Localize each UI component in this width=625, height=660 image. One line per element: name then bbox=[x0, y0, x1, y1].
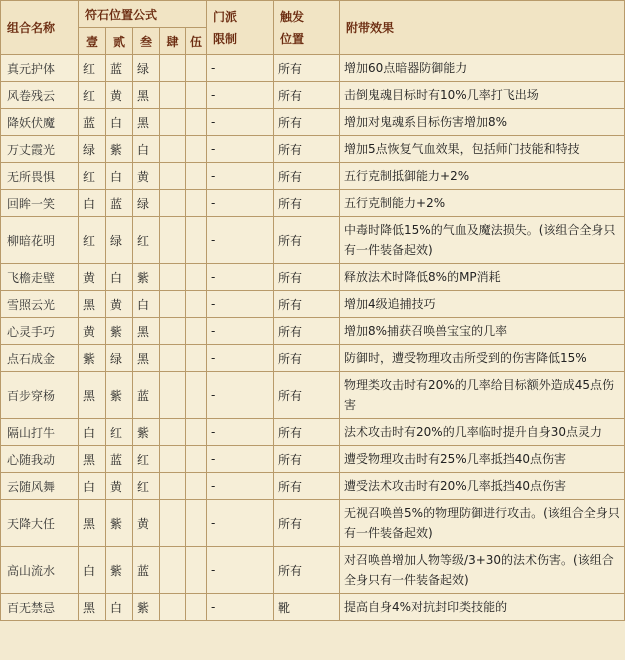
sect-limit-cell: - bbox=[207, 190, 274, 217]
rune-slot-3-cell: 黑 bbox=[133, 109, 160, 136]
rune-slot-3-cell: 红 bbox=[133, 446, 160, 473]
trigger-position-cell: 所有 bbox=[274, 136, 340, 163]
rune-slot-5-cell bbox=[186, 446, 207, 473]
header-slot-1: 壹 bbox=[79, 28, 106, 55]
rune-slot-1-cell: 白 bbox=[79, 190, 106, 217]
combo-name-cell: 百无禁忌 bbox=[1, 594, 79, 621]
rune-slot-3-cell: 蓝 bbox=[133, 372, 160, 419]
table-row bbox=[1, 446, 625, 473]
table-row bbox=[1, 136, 625, 163]
rune-slot-1-cell: 黑 bbox=[79, 291, 106, 318]
rune-slot-1-cell: 黄 bbox=[79, 264, 106, 291]
rune-slot-2-cell: 白 bbox=[106, 163, 133, 190]
rune-slot-2-cell: 蓝 bbox=[106, 446, 133, 473]
sect-limit-cell: - bbox=[207, 163, 274, 190]
trigger-position-cell: 所有 bbox=[274, 318, 340, 345]
combo-name-cell: 隔山打牛 bbox=[1, 419, 79, 446]
combo-name-cell: 点石成金 bbox=[1, 345, 79, 372]
trigger-position-cell: 所有 bbox=[274, 55, 340, 82]
rune-slot-1-cell: 黑 bbox=[79, 446, 106, 473]
sect-limit-cell: - bbox=[207, 82, 274, 109]
rune-slot-5-cell bbox=[186, 419, 207, 446]
rune-slot-1-cell: 绿 bbox=[79, 136, 106, 163]
effect-cell: 提高自身4%对抗封印类技能的 bbox=[340, 594, 625, 621]
rune-slot-2-cell: 紫 bbox=[106, 372, 133, 419]
sect-limit-cell: - bbox=[207, 372, 274, 419]
rune-slot-5-cell bbox=[186, 291, 207, 318]
rune-slot-3-cell: 紫 bbox=[133, 419, 160, 446]
table-row bbox=[1, 345, 625, 372]
rune-slot-3-cell: 蓝 bbox=[133, 547, 160, 594]
effect-cell: 物理类攻击时有20%的几率给目标额外造成45点伤害 bbox=[340, 372, 625, 419]
table-row bbox=[1, 291, 625, 318]
rune-slot-1-cell: 红 bbox=[79, 82, 106, 109]
rune-slot-5-cell bbox=[186, 473, 207, 500]
rune-slot-3-cell: 红 bbox=[133, 473, 160, 500]
rune-slot-5-cell bbox=[186, 264, 207, 291]
rune-slot-3-cell: 紫 bbox=[133, 264, 160, 291]
rune-slot-4-cell bbox=[160, 190, 186, 217]
rune-slot-2-cell: 白 bbox=[106, 109, 133, 136]
rune-slot-5-cell bbox=[186, 82, 207, 109]
rune-slot-5-cell bbox=[186, 136, 207, 163]
trigger-position-cell: 所有 bbox=[274, 500, 340, 547]
table-row bbox=[1, 264, 625, 291]
table-row bbox=[1, 318, 625, 345]
rune-slot-3-cell: 黑 bbox=[133, 318, 160, 345]
effect-cell: 防御时，遭受物理攻击所受到的伤害降低15% bbox=[340, 345, 625, 372]
rune-slot-1-cell: 黄 bbox=[79, 318, 106, 345]
rune-slot-1-cell: 紫 bbox=[79, 345, 106, 372]
table-row bbox=[1, 372, 625, 419]
trigger-position-cell: 所有 bbox=[274, 217, 340, 264]
rune-slot-2-cell: 蓝 bbox=[106, 190, 133, 217]
header-rune-formula: 符石位置公式 bbox=[79, 1, 207, 28]
rune-slot-2-cell: 紫 bbox=[106, 500, 133, 547]
effect-cell: 法术攻击时有20%的几率临时提升自身30点灵力 bbox=[340, 419, 625, 446]
trigger-position-cell: 所有 bbox=[274, 163, 340, 190]
trigger-position-cell: 所有 bbox=[274, 345, 340, 372]
rune-slot-3-cell: 红 bbox=[133, 217, 160, 264]
rune-slot-2-cell: 紫 bbox=[106, 547, 133, 594]
rune-slot-4-cell bbox=[160, 264, 186, 291]
table-row bbox=[1, 109, 625, 136]
rune-slot-3-cell: 白 bbox=[133, 291, 160, 318]
rune-slot-2-cell: 紫 bbox=[106, 136, 133, 163]
combo-name-cell: 天降大任 bbox=[1, 500, 79, 547]
combo-name-cell: 万丈霞光 bbox=[1, 136, 79, 163]
effect-cell: 增加60点暗器防御能力 bbox=[340, 55, 625, 82]
effect-cell: 增加5点恢复气血效果，包括师门技能和特技 bbox=[340, 136, 625, 163]
combo-name-cell: 回眸一笑 bbox=[1, 190, 79, 217]
sect-limit-cell: - bbox=[207, 446, 274, 473]
header-effect: 附带效果 bbox=[340, 1, 625, 55]
table-row bbox=[1, 419, 625, 446]
table-row bbox=[1, 163, 625, 190]
header-slot-5: 伍 bbox=[186, 28, 207, 55]
rune-slot-1-cell: 蓝 bbox=[79, 109, 106, 136]
combo-name-cell: 高山流水 bbox=[1, 547, 79, 594]
combo-name-cell: 云随风舞 bbox=[1, 473, 79, 500]
combo-name-cell: 无所畏惧 bbox=[1, 163, 79, 190]
rune-slot-4-cell bbox=[160, 109, 186, 136]
rune-slot-5-cell bbox=[186, 594, 207, 621]
trigger-position-cell: 所有 bbox=[274, 372, 340, 419]
rune-slot-4-cell bbox=[160, 446, 186, 473]
trigger-position-cell: 所有 bbox=[274, 547, 340, 594]
rune-slot-2-cell: 白 bbox=[106, 264, 133, 291]
rune-slot-3-cell: 绿 bbox=[133, 55, 160, 82]
trigger-position-cell: 所有 bbox=[274, 473, 340, 500]
effect-cell: 对召唤兽增加人物等级/3+30的法术伤害。(该组合全身只有一件装备起效) bbox=[340, 547, 625, 594]
rune-slot-5-cell bbox=[186, 547, 207, 594]
rune-slot-5-cell bbox=[186, 163, 207, 190]
header-slot-2: 贰 bbox=[106, 28, 133, 55]
effect-cell: 释放法术时降低8%的MP消耗 bbox=[340, 264, 625, 291]
rune-slot-2-cell: 白 bbox=[106, 594, 133, 621]
rune-slot-4-cell bbox=[160, 163, 186, 190]
combo-name-cell: 真元护体 bbox=[1, 55, 79, 82]
sect-limit-cell: - bbox=[207, 473, 274, 500]
rune-slot-2-cell: 蓝 bbox=[106, 55, 133, 82]
rune-slot-2-cell: 绿 bbox=[106, 217, 133, 264]
trigger-position-cell: 所有 bbox=[274, 109, 340, 136]
rune-slot-4-cell bbox=[160, 594, 186, 621]
combo-name-cell: 降妖伏魔 bbox=[1, 109, 79, 136]
trigger-position-cell: 所有 bbox=[274, 419, 340, 446]
rune-slot-1-cell: 红 bbox=[79, 55, 106, 82]
effect-cell: 增加对鬼魂系目标伤害增加8% bbox=[340, 109, 625, 136]
sect-limit-cell: - bbox=[207, 547, 274, 594]
header-sect-limit: 门派 限制 bbox=[207, 1, 274, 55]
trigger-position-cell: 靴 bbox=[274, 594, 340, 621]
table-row bbox=[1, 190, 625, 217]
rune-slot-1-cell: 红 bbox=[79, 163, 106, 190]
sect-limit-cell: - bbox=[207, 55, 274, 82]
rune-slot-2-cell: 绿 bbox=[106, 345, 133, 372]
rune-slot-4-cell bbox=[160, 473, 186, 500]
rune-slot-5-cell bbox=[186, 500, 207, 547]
rune-slot-1-cell: 红 bbox=[79, 217, 106, 264]
rune-slot-1-cell: 黑 bbox=[79, 372, 106, 419]
table-row bbox=[1, 55, 625, 82]
rune-slot-4-cell bbox=[160, 318, 186, 345]
rune-slot-1-cell: 白 bbox=[79, 419, 106, 446]
sect-limit-cell: - bbox=[207, 109, 274, 136]
trigger-position-cell: 所有 bbox=[274, 264, 340, 291]
rune-slot-1-cell: 黑 bbox=[79, 594, 106, 621]
trigger-position-cell: 所有 bbox=[274, 291, 340, 318]
rune-slot-3-cell: 白 bbox=[133, 136, 160, 163]
header-trigger-position: 触发 位置 bbox=[274, 1, 340, 55]
effect-cell: 遭受物理攻击时有25%几率抵挡40点伤害 bbox=[340, 446, 625, 473]
trigger-position-cell: 所有 bbox=[274, 446, 340, 473]
rune-slot-3-cell: 绿 bbox=[133, 190, 160, 217]
rune-slot-4-cell bbox=[160, 419, 186, 446]
table-row bbox=[1, 82, 625, 109]
table-row bbox=[1, 217, 625, 264]
effect-cell: 五行克制抵御能力+2% bbox=[340, 163, 625, 190]
rune-slot-3-cell: 黑 bbox=[133, 345, 160, 372]
effect-cell: 五行克制能力+2% bbox=[340, 190, 625, 217]
sect-limit-cell: - bbox=[207, 345, 274, 372]
table-row bbox=[1, 500, 625, 547]
rune-slot-5-cell bbox=[186, 372, 207, 419]
rune-slot-5-cell bbox=[186, 55, 207, 82]
header-slot-4: 肆 bbox=[160, 28, 186, 55]
sect-limit-cell: - bbox=[207, 318, 274, 345]
combo-name-cell: 风卷残云 bbox=[1, 82, 79, 109]
rune-slot-5-cell bbox=[186, 109, 207, 136]
effect-cell: 遭受法术攻击时有20%几率抵挡40点伤害 bbox=[340, 473, 625, 500]
rune-slot-5-cell bbox=[186, 345, 207, 372]
effect-cell: 击倒鬼魂目标时有10%几率打飞出场 bbox=[340, 82, 625, 109]
combo-name-cell: 雪照云光 bbox=[1, 291, 79, 318]
sect-limit-cell: - bbox=[207, 264, 274, 291]
rune-slot-2-cell: 黄 bbox=[106, 82, 133, 109]
sect-limit-cell: - bbox=[207, 419, 274, 446]
rune-slot-4-cell bbox=[160, 217, 186, 264]
rune-slot-3-cell: 黄 bbox=[133, 500, 160, 547]
sect-limit-cell: - bbox=[207, 291, 274, 318]
table-row bbox=[1, 473, 625, 500]
rune-slot-4-cell bbox=[160, 55, 186, 82]
rune-slot-2-cell: 黄 bbox=[106, 473, 133, 500]
effect-cell: 无视召唤兽5%的物理防御进行攻击。(该组合全身只有一件装备起效) bbox=[340, 500, 625, 547]
rune-slot-1-cell: 黑 bbox=[79, 500, 106, 547]
rune-slot-3-cell: 黑 bbox=[133, 82, 160, 109]
sect-limit-cell: - bbox=[207, 500, 274, 547]
rune-slot-2-cell: 红 bbox=[106, 419, 133, 446]
rune-slot-4-cell bbox=[160, 291, 186, 318]
effect-cell: 增加4级追捕技巧 bbox=[340, 291, 625, 318]
combo-name-cell: 百步穿杨 bbox=[1, 372, 79, 419]
effect-cell: 中毒时降低15%的气血及魔法损失。(该组合全身只有一件装备起效) bbox=[340, 217, 625, 264]
sect-limit-cell: - bbox=[207, 594, 274, 621]
effect-cell: 增加8%捕获召唤兽宝宝的几率 bbox=[340, 318, 625, 345]
rune-slot-5-cell bbox=[186, 318, 207, 345]
rune-slot-2-cell: 黄 bbox=[106, 291, 133, 318]
rune-slot-4-cell bbox=[160, 345, 186, 372]
rune-slot-4-cell bbox=[160, 136, 186, 163]
table-row bbox=[1, 547, 625, 594]
combo-name-cell: 心灵手巧 bbox=[1, 318, 79, 345]
table-row bbox=[1, 594, 625, 621]
trigger-position-cell: 所有 bbox=[274, 190, 340, 217]
header-slot-3: 叁 bbox=[133, 28, 160, 55]
rune-slot-1-cell: 白 bbox=[79, 547, 106, 594]
rune-slot-4-cell bbox=[160, 547, 186, 594]
sect-limit-cell: - bbox=[207, 136, 274, 163]
sect-limit-cell: - bbox=[207, 217, 274, 264]
rune-slot-4-cell bbox=[160, 82, 186, 109]
trigger-position-cell: 所有 bbox=[274, 82, 340, 109]
rune-slot-4-cell bbox=[160, 372, 186, 419]
rune-slot-5-cell bbox=[186, 217, 207, 264]
header-combo-name: 组合名称 bbox=[1, 1, 79, 55]
combo-name-cell: 心随我动 bbox=[1, 446, 79, 473]
combo-name-cell: 柳暗花明 bbox=[1, 217, 79, 264]
rune-slot-3-cell: 黄 bbox=[133, 163, 160, 190]
rune-slot-1-cell: 白 bbox=[79, 473, 106, 500]
combo-name-cell: 飞檐走壁 bbox=[1, 264, 79, 291]
rune-slot-4-cell bbox=[160, 500, 186, 547]
rune-slot-3-cell: 紫 bbox=[133, 594, 160, 621]
rune-slot-2-cell: 紫 bbox=[106, 318, 133, 345]
rune-slot-5-cell bbox=[186, 190, 207, 217]
